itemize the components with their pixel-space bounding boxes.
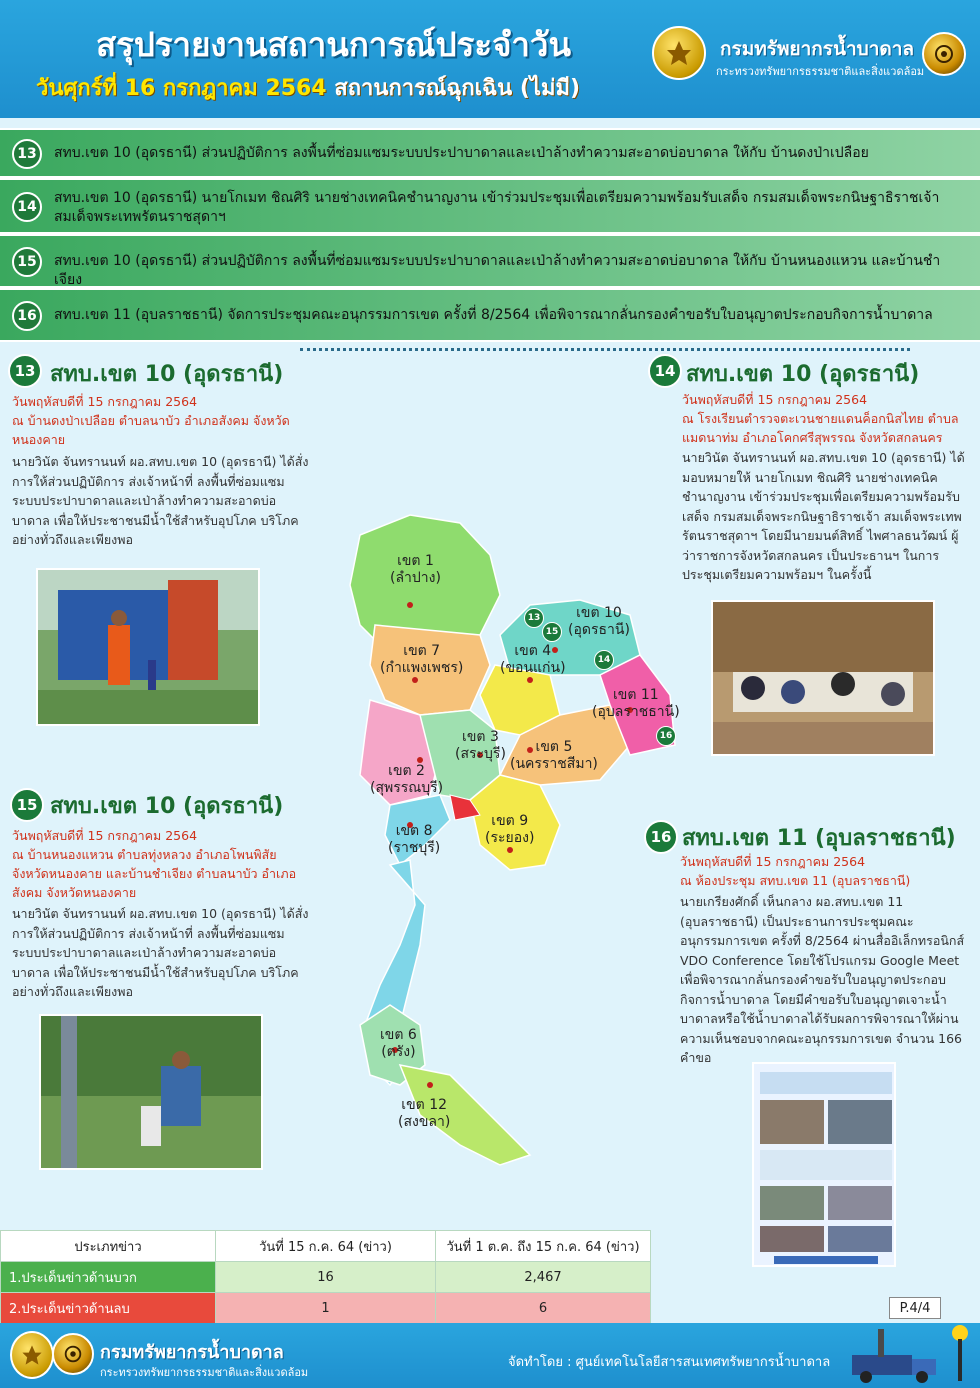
summary-text: สทบ.เขต 11 (อุบลราชธานี) จัดการประชุมคณะอนุกรรมการเขต ครั้งที่ 8/2564 เพื่อพิจารณากลั่นกรองคำขอรับใบอนุญาตประกอบกิจการน้ำบาดาล [54,307,933,323]
news-type-negative: 2.ประเด็นข่าวด้านลบ [1,1293,216,1324]
news-type-positive: 1.ประเด็นข่าวด้านบวก [1,1262,216,1293]
summary-number: 16 [12,301,42,331]
summary-item [0,288,980,342]
map-badge-15: 15 [542,622,562,642]
department-emblem-icon [652,26,706,80]
table-row [1,1293,651,1324]
ministry-emblem-icon [52,1333,94,1375]
summary-text: สทบ.เขต 10 (อุดรธานี) ส่วนปฏิบัติการ ลงพื้นที่ซ่อมแซมระบบประปาบาดาลและเป่าล้างทำความสะอาดบ่อบาดาล ให้กับ บ้านหนองแหวน และบ้านชำเจียง [54,253,941,288]
section-14-photo [711,600,935,756]
section-14-number: 14 [648,354,682,388]
page-subtitle [36,70,580,105]
summary-number: 13 [12,139,42,169]
section-13-number: 13 [8,354,42,388]
section-16-photo [752,1062,896,1267]
zone-label: เขต 7 (กำแพงเพชร) [380,643,464,676]
section-13-title: สทบ.เขต 10 (อุดรธานี) [50,362,284,387]
section-13-date: วันพฤหัสบดีที่ 15 กรกฎาคม 2564 ณ บ้านดงป่าเปลือย ตำบลนาบัว อำเภอสังคม จังหวัดหนองคาย [12,394,290,447]
day-count: 16 [216,1262,436,1293]
zone-label: เขต 10 (อุดรธานี) [568,605,630,638]
summary-text: สทบ.เขต 10 (อุดรธานี) นายโกเมท ชิณศิริ นายช่างเทคนิคชำนาญงาน เข้าร่วมประชุมเพื่อเตรียมความพร้อมรับเสด็จ กรมสมเด็จพระกนิษฐาธิราชเจ้า สมเด็จพระเทพรัตนราชสุดาฯ [54,190,940,225]
summary-item [0,234,980,288]
table-header: วันที่ 15 ก.ค. 64 (ข่าว) [216,1231,436,1262]
day-count: 1 [216,1293,436,1324]
section-15-photo [39,1014,263,1170]
summary-item [0,128,980,178]
map-badge-13: 13 [524,608,544,628]
section-13-photo [36,568,260,726]
page-footer [0,1323,980,1388]
org-ministry: กระทรวงทรัพยากรธรรมชาติและสิ่งแวดล้อม [716,65,925,78]
news-stats-table [0,1230,651,1324]
zone-label: เขต 9 (ระยอง) [485,813,535,846]
section-16-body: นายเกรียงศักดิ์ เห็นกลาง ผอ.สทบ.เขต 11 (อุบลราชธานี) เป็นประธานการประชุมคณะอนุกรรมการเขต ครั้งที่ 8/2564 ผ่านสื่ออิเล็กทรอนิกส์ VDO Conference โดยใช้โปรแกรม Google Meet เพื่อพิจารณากลั่นกรองคำขอรับใบอนุญาตประกอบกิจการน้ำบาดาล โดยมีคำขอรับใบอนุญาตเจาะน้ำบาดาลหรือใช้น้ำบาดาลได้รับผลการพิจารณาให้ผ่านความเห็นชอบจากคณะอนุกรรมการเขต จำนวน 166 คำขอ [680,894,965,1065]
table-row [1,1262,651,1293]
section-14-body: นายวินัต จันทรานนท์ ผอ.สทบ.เขต 10 (อุดรธานี) ได้มอบหมายให้ นายโกเมท ชิณศิริ นายช่างเทคนิคชำนาญงาน เข้าร่วมประชุมเพื่อเตรียมความพร้อมรับเสด็จ กรมสมเด็จพระกนิษฐาธิราชเจ้า สมเด็จพระเทพรัตนราชสุดาฯ โดยมีนายมนต์สิทธิ์ ไพศาลธนวัฒน์ ผู้ว่าราชการจังหวัดสกลนคร เป็นประธานฯ ในการประชุมเตรียมความพร้อมฯ ในครั้งนี้ [682,450,965,582]
zone-label: เขต 4 (ขอนแก่น) [500,643,566,676]
section-15-body: นายวินัต จันทรานนท์ ผอ.สทบ.เขต 10 (อุดรธานี) ได้สั่งการให้ส่วนปฏิบัติการ ส่งเจ้าหน้าที่ ลงพื้นที่ซ่อมแซมระบบประปาบาดาลและเป่าล้างทำความสะอาดบ่อบาดาล เพื่อให้ประชาชนมีน้ำใช้สำหรับอุปโภค บริโภค อย่างทั่วถึงและเพียงพอ [12,906,309,999]
drilling-truck-icon [842,1325,972,1385]
zone-label: เขต 3 (สระบุรี) [455,729,506,762]
report-date: วันศุกร์ที่ 16 กรกฎาคม 2564 [36,76,327,101]
section-14-date: วันพฤหัสบดีที่ 15 กรกฎาคม 2564 ณ โรงเรียนตำรวจตะเวนชายแดนค็อกนิสไทย ตำบลแมดนาท่ม อำเภอโคกศรีสุพรรณ จังหวัดสกลนคร [682,392,959,445]
ministry-emblem-icon [922,32,966,76]
total-count: 2,467 [436,1262,651,1293]
section-13-body: นายวินัต จันทรานนท์ ผอ.สทบ.เขต 10 (อุดรธานี) ได้สั่งการให้ส่วนปฏิบัติการ ส่งเจ้าหน้าที่ ลงพื้นที่ซ่อมแซมระบบประปาบาดาลและเป่าล้างทำความสะอาดบ่อบาดาล เพื่อให้ประชาชนมีน้ำใช้สำหรับอุปโภค บริโภค อย่างทั่วถึงและเพียงพอ [12,454,309,547]
zone-label: เขต 2 (สุพรรณบุรี) [370,763,444,796]
summary-text: สทบ.เขต 10 (อุดรธานี) ส่วนปฏิบัติการ ลงพื้นที่ซ่อมแซมระบบประปาบาดาลและเป่าล้างทำความสะอาดบ่อบาดาล ให้กับ บ้านดงป่าเปลือย [54,145,869,161]
section-16-date: วันพฤหัสบดีที่ 15 กรกฎาคม 2564 ณ ห้องประชุม สทบ.เขต 11 (อุบลราชธานี) [680,854,911,888]
emergency-status: สถานการณ์ฉุกเฉิน (ไม่มี) [334,76,581,101]
page-number: P.4/4 [889,1297,941,1319]
zone-label: เขต 12 (สงขลา) [398,1097,451,1130]
zone-label: เขต 5 (นครราชสีมา) [510,739,598,772]
section-16-number: 16 [644,820,678,854]
map-badge-16: 16 [656,726,676,746]
section-16-title: สทบ.เขต 11 (อุบลราชธานี) [682,826,956,851]
map-badge-14: 14 [594,650,614,670]
org-name: กรมทรัพยากรน้ำบาดาล [720,38,915,60]
page-header [0,0,980,118]
table-header: ประเภทข่าว [1,1231,216,1262]
summary-number: 15 [12,247,42,277]
summary-number: 14 [12,192,42,222]
footer-org-name: กรมทรัพยากรน้ำบาดาล [100,1342,284,1363]
section-15-title: สทบ.เขต 10 (อุดรธานี) [50,794,284,819]
section-15-date: วันพฤหัสบดีที่ 15 กรกฎาคม 2564 ณ บ้านหนองแหวน ตำบลทุ่งหลวง อำเภอโพนพิสัย จังหวัดหนองคาย และบ้านชำเจียง ตำบลนาบัว อำเภอสังคม จังหวัดหนองคาย [12,828,297,900]
zone-label: เขต 11 (อุบลราชธานี) [592,687,680,720]
department-emblem-icon [10,1331,54,1379]
zone-label: เขต 1 (ลำปาง) [390,553,441,586]
footer-org-ministry: กระทรวงทรัพยากรธรรมชาติและสิ่งแวดล้อม [100,1366,309,1379]
thailand-zone-map [330,505,690,1185]
summary-item [0,178,980,234]
total-count: 6 [436,1293,651,1324]
zone-label: เขต 6 (ตรัง) [380,1027,417,1060]
table-header: วันที่ 1 ต.ค. ถึง 15 ก.ค. 64 (ข่าว) [436,1231,651,1262]
zone-label: เขต 8 (ราชบุรี) [388,823,441,856]
section-14-title: สทบ.เขต 10 (อุดรธานี) [686,362,920,387]
page-title: สรุปรายงานสถานการณ์ประจำวัน [96,25,572,64]
section-15-number: 15 [10,788,44,822]
section-divider [300,348,910,351]
footer-credit: จัดทำโดย : ศูนย์เทคโนโลยีสารสนเทศทรัพยากรน้ำบาดาล [508,1355,831,1370]
